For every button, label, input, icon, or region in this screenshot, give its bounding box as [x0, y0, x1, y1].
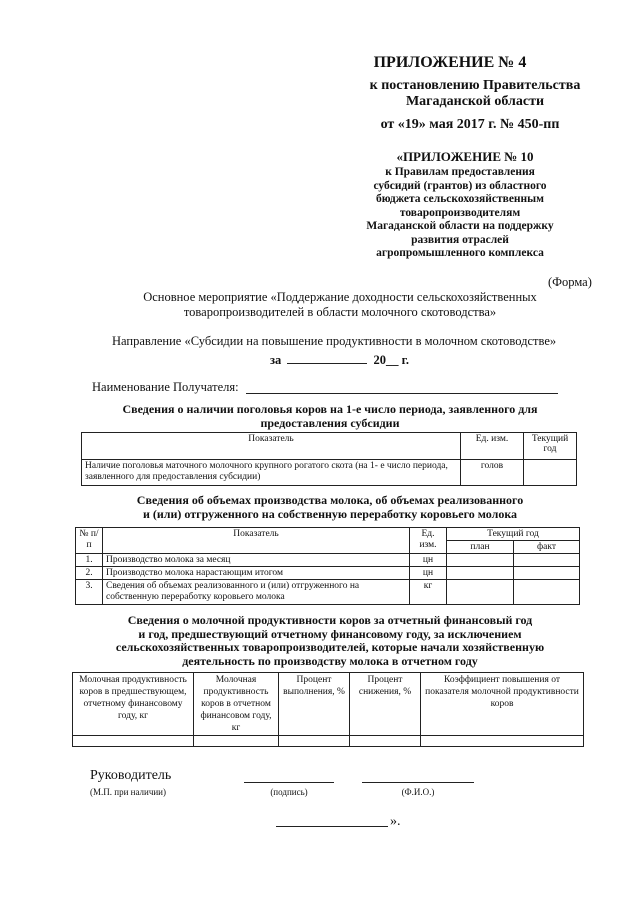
header-block — [330, 78, 620, 110]
fio-line[interactable] — [362, 782, 474, 783]
t3-cell[interactable] — [73, 736, 194, 747]
t2-cell: 1. — [76, 554, 103, 567]
t3-cell[interactable] — [279, 736, 350, 747]
sub-line: к Правилам предоставления — [385, 166, 535, 178]
sub-lines — [340, 166, 580, 261]
t2-cell[interactable] — [447, 580, 514, 605]
t3-title-line: Сведения о молочной продуктивности коров за отчетный финансовый год — [127, 613, 533, 627]
closing-quote: ». — [390, 814, 401, 829]
header-line: Магаданской области — [405, 94, 545, 109]
form-label: (Форма) — [548, 275, 592, 289]
table-row — [76, 567, 580, 580]
fio-label: (Ф.И.О.) — [401, 787, 435, 797]
sign-label: (подпись) — [270, 787, 308, 797]
sub-line: Магаданской области на поддержку — [366, 220, 554, 232]
table-row — [76, 580, 580, 605]
t3-title-line: и год, предшествующий отчетному финансовому году, за исключением — [138, 626, 522, 641]
t3-cell[interactable] — [421, 736, 584, 747]
t2-cell[interactable] — [514, 567, 580, 580]
period-blank[interactable] — [287, 351, 367, 364]
t2-cell: 2. — [76, 567, 103, 580]
t3-table — [72, 672, 584, 747]
activity-line: товаропроизводителей в области молочного скотоводства» — [183, 305, 497, 319]
t2-cell: Производство молока за месяц — [103, 554, 410, 567]
closing-line[interactable] — [276, 826, 388, 827]
appendix-title: ПРИЛОЖЕНИЕ № 4 — [373, 54, 527, 71]
t2-cell: кг — [410, 580, 447, 605]
t2-title — [100, 493, 560, 521]
t1-title: Сведения о наличии поголовья коров на 1-е число периода, заявленного для предоставления субсидии — [122, 402, 538, 430]
stamp-label: (М.П. при наличии) — [90, 787, 166, 797]
t3-title — [80, 614, 580, 668]
table-row — [73, 736, 584, 747]
t3-cell[interactable] — [350, 736, 421, 747]
t2-cell[interactable] — [447, 567, 514, 580]
t2-cell: Сведения об объемах реализованного и (или) отгруженного на собственную переработку коровьего молока — [103, 580, 410, 605]
t2-cell[interactable] — [514, 554, 580, 567]
period — [270, 351, 409, 368]
t2-header: Показатель — [103, 528, 410, 554]
sub-line: товаропроизводителям — [399, 206, 521, 219]
t3-cell[interactable] — [194, 736, 279, 747]
activity — [110, 290, 570, 320]
t2-title-line: и (или) отгруженного на собственную переработку коровьего молока — [142, 507, 518, 521]
t2-header: Текущий год — [447, 528, 580, 541]
sign-line[interactable] — [244, 782, 334, 783]
period-year: 20__ г. — [373, 353, 410, 367]
t3-header: Коэффициент повышения от показателя молочной продуктивности коров — [421, 673, 584, 736]
direction: Направление «Субсидии на повышение продуктивности в молочном скотоводстве» — [112, 334, 557, 348]
t2-cell: цн — [410, 554, 447, 567]
t3-title-line: деятельность по производству молока в отчетном году — [182, 653, 478, 668]
t3-header: Молочная продуктивность коров в предшествующем, отчетному финансовому году, кг — [73, 673, 194, 736]
sub-line: субсидий (грантов) из областного — [373, 179, 547, 192]
sub-line: развития отраслей — [411, 233, 509, 246]
table-row — [76, 554, 580, 567]
t2-header: Ед. изм. — [410, 528, 447, 554]
period-za: за — [270, 353, 282, 367]
t2-cell: цн — [410, 567, 447, 580]
header-line: к постановлению Правительства — [369, 78, 581, 93]
t2-header: план — [447, 541, 514, 554]
t1-cell: Наличие поголовья маточного молочного крупного рогатого скота (на 1- е число периода, заявленного для предоставления субсидии) — [82, 460, 461, 486]
t2-cell: 3. — [76, 580, 103, 605]
t2-header: № п/п — [76, 528, 103, 554]
activity-line: Основное мероприятие «Поддержание доходности сельскохозяйственных — [143, 290, 537, 304]
t1-header: Показатель — [82, 433, 461, 460]
t2-cell: Производство молока нарастающим итогом — [103, 567, 410, 580]
sub-line: бюджета сельскохозяйственным — [376, 193, 544, 205]
t2-cell[interactable] — [447, 554, 514, 567]
t2-title-line: Сведения об объемах производства молока, об объемах реализованного — [136, 493, 524, 507]
head-label: Руководитель — [90, 768, 172, 783]
sub-line: агропромышленного комплекса — [376, 247, 544, 259]
t3-title-line: сельскохозяйственных товаропроизводителей, которые начали хозяйственную — [115, 640, 545, 654]
t3-header: Процент выполнения, % — [279, 673, 350, 736]
t1-cell — [524, 460, 577, 486]
t1-cell: голов — [461, 460, 524, 486]
t1-header: Ед. изм. — [461, 433, 524, 460]
sub-title: «ПРИЛОЖЕНИЕ № 10 — [396, 149, 534, 164]
recipient-line[interactable] — [246, 393, 558, 394]
t2-table — [75, 527, 580, 605]
recipient-label: Наименование Получателя: — [92, 380, 239, 394]
t2-cell[interactable] — [514, 580, 580, 605]
t3-header: Процент снижения, % — [350, 673, 421, 736]
t2-header: факт — [514, 541, 580, 554]
t1-table — [81, 432, 577, 486]
header-date: от «19» мая 2017 г. № 450-пп — [380, 117, 560, 132]
t1-header: Текущий год — [524, 433, 577, 460]
t3-header: Молочная продуктивность коров в отчетном финансовом году, кг — [194, 673, 279, 736]
